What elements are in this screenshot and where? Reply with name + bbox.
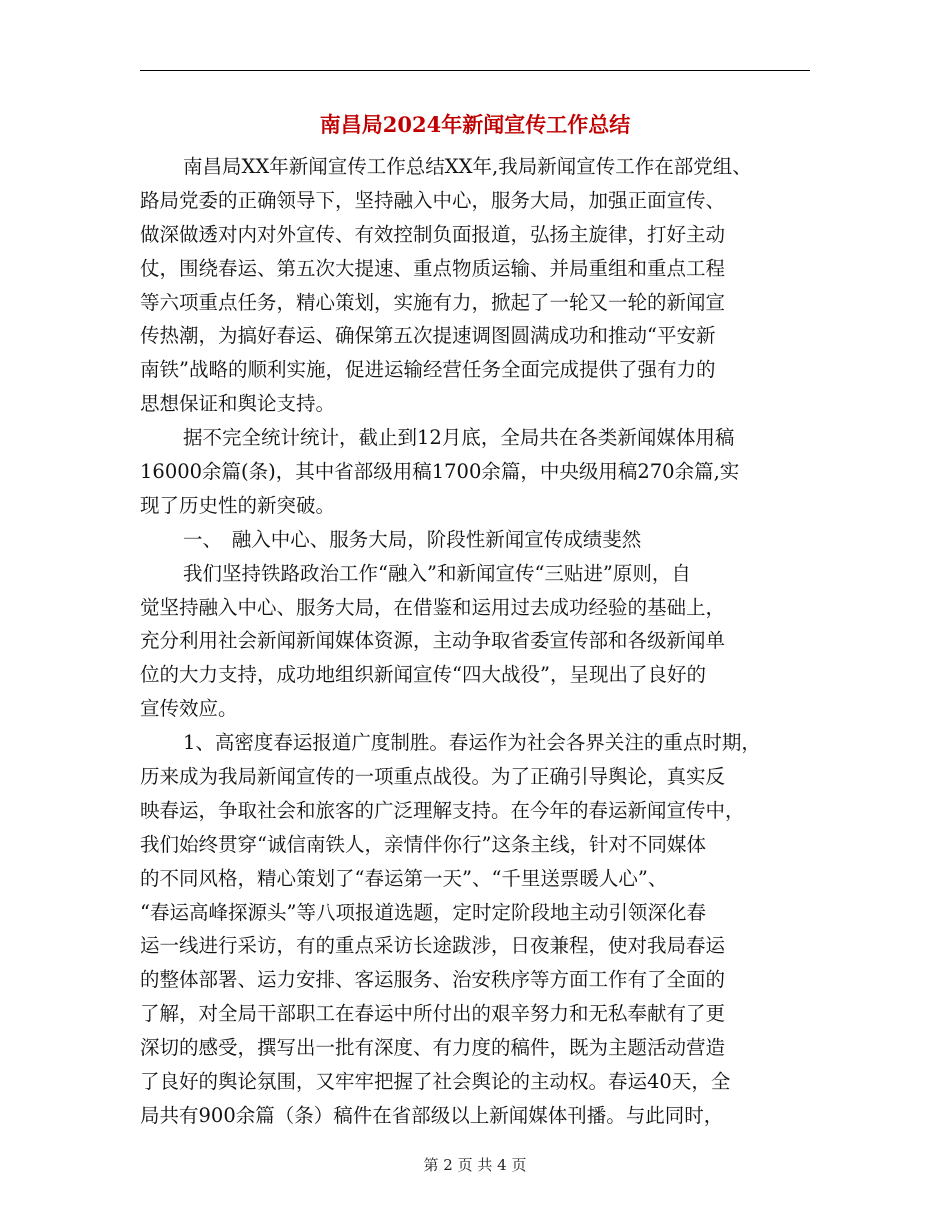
page-number-footer: 第 2 页 共 4 页 xyxy=(423,1156,527,1174)
text-line: 历来成为我局新闻宣传的一项重点战役。为了正确引导舆论，真实反 xyxy=(140,765,726,789)
text-line: 南昌局XX年新闻宣传工作总结XX年,我局新闻宣传工作在部党组、 xyxy=(183,155,752,178)
text-line: 觉坚持融入中心、服务大局，在借鉴和运用过去成功经验的基础上， xyxy=(140,595,726,619)
document-title: 南昌局2024年新闻宣传工作总结 xyxy=(319,112,631,137)
text-line: “春运高峰探源头”等八项报道选题，定时定阶段地主动引领深化春 xyxy=(140,900,706,924)
text-line: 仗，围绕春运、第五次大提速、重点物质运输、并局重组和重点工程 xyxy=(140,256,726,280)
text-line: 了解，对全局干部职工在春运中所付出的艰辛努力和无私奉献有了更 xyxy=(140,1002,726,1026)
text-line: 一、 融入中心、服务大局，阶段性新闻宣传成绩斐然 xyxy=(183,527,642,551)
text-line: 南铁”战略的顺利实施，促进运输经营任务全面完成提供了强有力的 xyxy=(140,358,716,382)
text-line: 据不完全统计统计，截止到12月底，全局共在各类新闻媒体用稿 xyxy=(183,426,735,450)
text-line: 我们坚持铁路政治工作“融入”和新闻宣传“三贴进”原则，自 xyxy=(183,561,691,585)
text-line: 宣传效应。 xyxy=(140,697,238,721)
text-line: 运一线进行采访，有的重点采访长途跋涉，日夜兼程，使对我局春运 xyxy=(140,934,726,958)
text-line: 传热潮，为搞好春运、确保第五次提速调图圆满成功和推动“平安新 xyxy=(140,324,716,348)
document-body xyxy=(140,150,810,1133)
text-line: 现了历史性的新突破。 xyxy=(140,493,336,517)
text-line: 思想保证和舆论支持。 xyxy=(140,392,336,416)
text-line: 1、高密度春运报道广度制胜。春运作为社会各界关注的重点时期， xyxy=(183,731,761,755)
text-line: 做深做透对内对外宣传、有效控制负面报道，弘扬主旋律，打好主动 xyxy=(140,222,726,246)
text-line: 路局党委的正确领导下，坚持融入中心，服务大局，加强正面宣传、 xyxy=(140,188,726,212)
text-line: 的不同风格，精心策划了“春运第一天”、“千里送票暖人心”、 xyxy=(140,866,668,890)
text-line: 16000余篇(条)，其中省部级用稿1700余篇，中央级用稿270余篇,实 xyxy=(140,460,740,484)
text-line: 局共有900余篇（条）稿件在省部级以上新闻媒体刊播。与此同时， xyxy=(140,1103,724,1127)
text-line: 位的大力支持，成功地组织新闻宣传“四大战役”，呈现出了良好的 xyxy=(140,663,706,687)
header-rule xyxy=(140,70,810,71)
text-line: 的整体部署、运力安排、客运服务、治安秩序等方面工作有了全面的 xyxy=(140,968,726,992)
text-line: 映春运，争取社会和旅客的广泛理解支持。在今年的春运新闻宣传中， xyxy=(140,798,745,822)
text-line: 我们始终贯穿“诚信南铁人，亲情伴你行”这条主线，针对不同媒体 xyxy=(140,832,706,856)
text-line: 等六项重点任务，精心策划，实施有力，掀起了一轮又一轮的新闻宣 xyxy=(140,290,726,314)
text-line: 充分利用社会新闻新闻媒体资源，主动争取省委宣传部和各级新闻单 xyxy=(140,629,726,653)
text-line: 深切的感受，撰写出一批有深度、有力度的稿件，既为主题活动营造 xyxy=(140,1036,726,1060)
text-line: 了良好的舆论氛围，又牢牢把握了社会舆论的主动权。春运40天，全 xyxy=(140,1070,731,1094)
